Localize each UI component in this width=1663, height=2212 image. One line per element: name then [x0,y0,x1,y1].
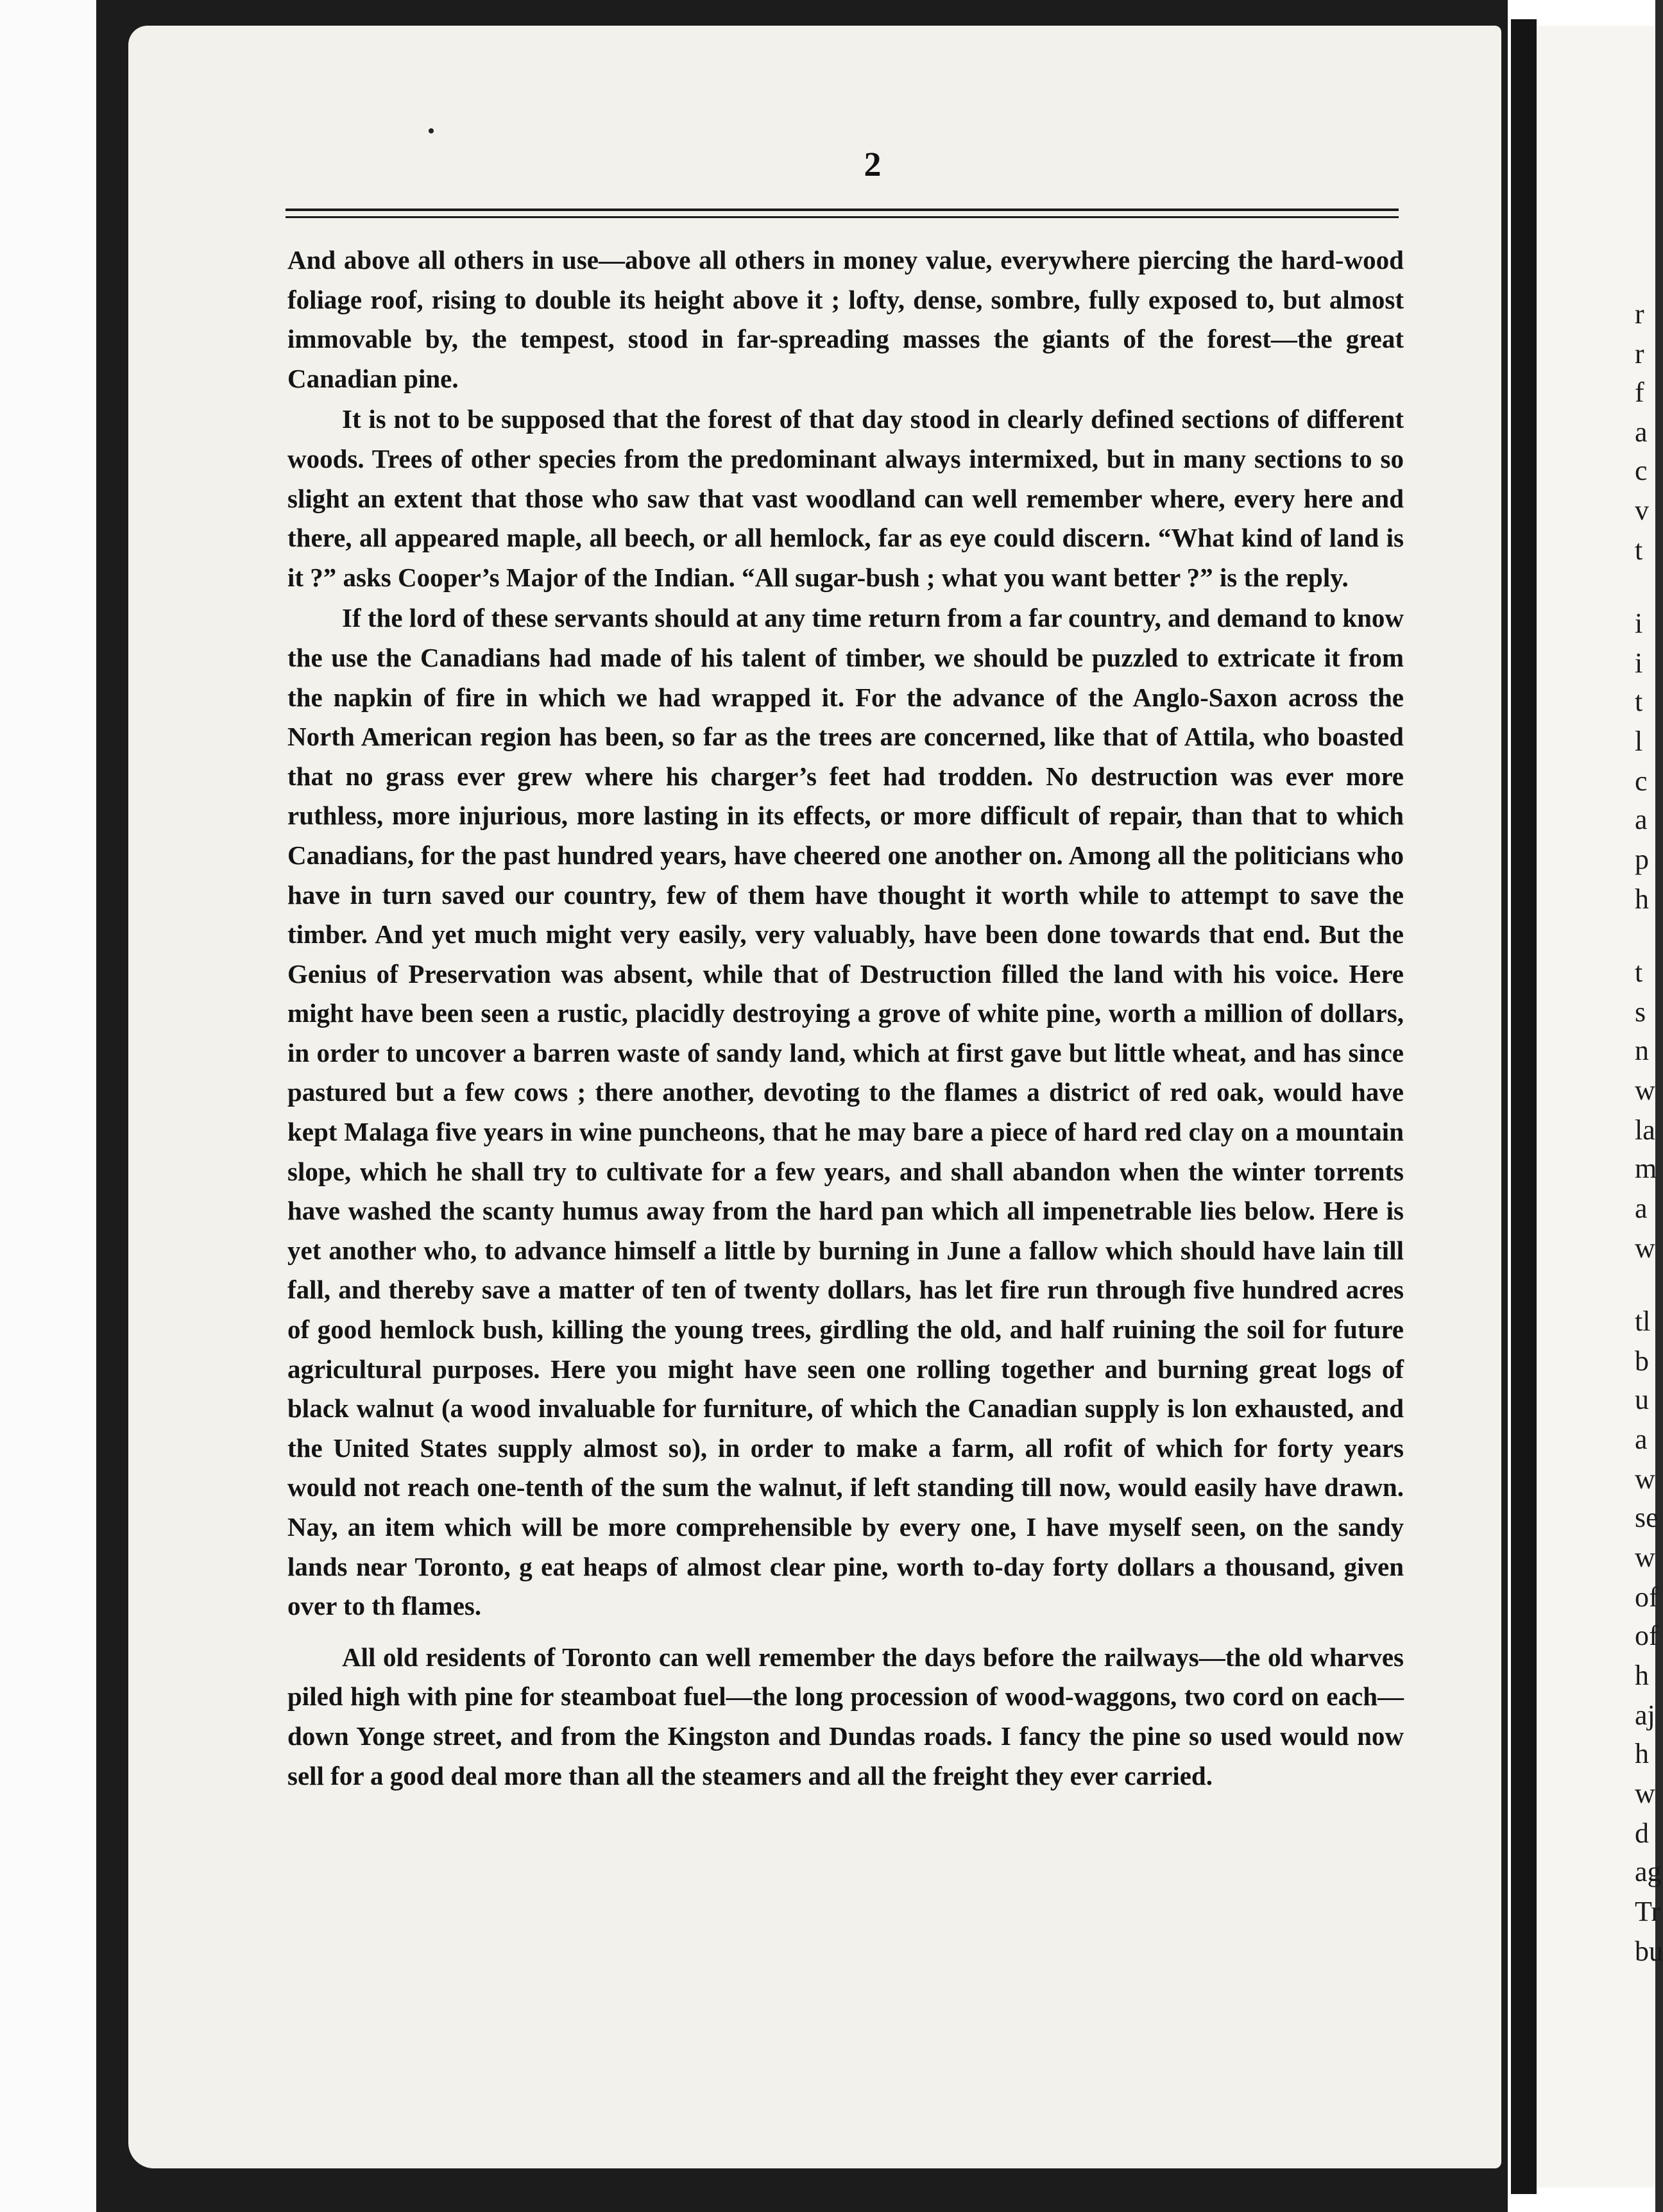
facing-page-fragment: h [1635,883,1649,915]
facing-page-fragment: bu [1635,1936,1663,1967]
paragraph-1: And above all others in use—above all others in money value, everywhere piercing the hard-wood foliage roof, rising to double its height above it ; lofty, dense, sombre, fully exposed to, but almost immovable by, the tempest, stood in far-spreading masses the giants of the forest—the great Canadian pine. [287,245,1404,393]
facing-page-fragment: Tr [1635,1896,1660,1927]
facing-page-fragment: f [1635,377,1644,408]
facing-page-fragment: ag [1635,1856,1662,1887]
facing-page-fragment: w [1635,1542,1655,1573]
book-gutter [1511,19,1537,2194]
facing-page-fragment: v [1635,495,1649,526]
facing-page-fragment: i [1635,647,1643,679]
facing-page-fragment: r [1635,338,1644,370]
facing-page-fragment: r [1635,298,1644,330]
facing-page-fragment: w [1635,1778,1655,1809]
facing-page-fragment: w [1635,1075,1655,1106]
facing-page-fragment: c [1635,765,1648,797]
facing-page-fragment: c [1635,455,1648,486]
page-number: 2 [864,145,882,183]
facing-page-fragment: b [1635,1345,1649,1377]
facing-page-fragment: m [1635,1153,1657,1184]
header-rule-thick [286,208,1399,211]
paragraph-2: It is not to be supposed that the forest of that day stood in clearly defined sections of different woods. Trees of other species from the predominant always intermixed, but in many sections to so slight an extent that those who saw that vast woodland can well remember where, every here and there, all appeared maple, all beech, or all hemlock, far as eye could discern. “What kind of land is it ?” asks Cooper’s Major of the Indian. “All sugar-bush ; what you want better ?” is the reply. [287,404,1404,592]
facing-page-fragment: tl [1635,1306,1651,1337]
facing-page-fragment: d [1635,1817,1649,1849]
facing-page-fragment: h [1635,1738,1649,1769]
facing-page-fragment: i [1635,608,1643,639]
facing-page-fragment: aj [1635,1699,1655,1731]
facing-page-fragment: l [1635,726,1643,757]
facing-page-fragment: of [1635,1581,1659,1613]
facing-page-fragment: t [1635,534,1643,566]
header-rule-thin [286,216,1399,218]
body-text [287,241,1404,1796]
facing-page-fragment: a [1635,1424,1648,1455]
facing-page-fragment: t [1635,686,1643,717]
facing-page-fragment: a [1635,1193,1648,1224]
facing-page-fragment: a [1635,804,1648,835]
facing-page-fragment: p [1635,844,1649,875]
facing-page-fragment: s [1635,996,1646,1028]
facing-page-fragment: u [1635,1384,1649,1415]
facing-page-fragment: w [1635,1232,1655,1264]
facing-page-fragment: se [1635,1502,1659,1533]
facing-page-fragment: w [1635,1463,1655,1495]
paragraph-3: If the lord of these servants should at any time return from a far country, and demand to know the use the Canadians had made of his talent of timber, we should be puzzled to extricate it from the napkin of fire in which we had wrapped it. For the advance of the Anglo-Saxon across the North American region has been, so far as the trees are concerned, like that of Attila, who boasted that no grass ever grew where his charger’s feet had trodden. No destruction was ever more ruthless, more injurious, more lasting in its effects, or more difficult of repair, than that to which Canadians, for the past hundred years, have cheered one another on. Among all the politicians who have in turn saved our country, few of them have thought it worth while to attempt to save the timber. And yet much might very easily, very valuably, have been done towards that end. But the Genius of Preservation was absent, while that of Destruction filled the land with his voice. Here might have been seen a rustic, placidly destroying a grove of white pine, worth a million of dollars, in order to uncover a barren waste of sandy land, which at first gave but little wheat, and has since pastured but a few cows ; there another, devoting to the flames a district of red oak, would have kept Malaga five years in wine puncheons, that he may bare a piece of hard red clay on a mountain slope, which he shall try to cultivate for a few years, and shall abandon when the winter torrents have washed the scanty humus away from the hard pan which all impenetrable lies below. Here is yet another who, to advance himself a little by burning in June a fallow which should have lain till fall, and thereby save a matter of ten of twenty dollars, has let fire run through five hundred acres of good hemlock bush, killing the young trees, girdling the old, and half ruining the soil for future agricultural purposes. Here you might have seen one rolling together and burning great logs of black walnut (a wood invaluable for furniture, of which the Canadian supply is lon exhausted, and the United States supply almost so), in order to make a farm, all rofit of which for forty years would not reach one-tenth of the sum the walnut, if left standing till now, would easily have drawn. Nay, an item which will be more comprehensible by every one, I have myself seen, on the sandy lands near Toronto, g eat heaps of almost clear pine, worth to-day forty dollars a thousand, given over to th flames. [287,603,1404,1621]
ink-speck [429,128,434,133]
facing-page-fragment: a [1635,416,1648,448]
facing-page-fragment: la [1635,1114,1655,1146]
facing-page-fragment: of [1635,1620,1659,1651]
facing-page-fragment: n [1635,1035,1649,1066]
facing-page-fragment: h [1635,1660,1649,1691]
paragraph-4: All old residents of Toronto can well remember the days before the railways—the old wharves piled high with pine for steamboat fuel—the long procession of wood-waggons, two cord on each—down Yonge street, and from the Kingston and Dundas roads. I fancy the pine so used would now sell for a good deal more than all the steamers and all the freight they ever carried. [287,1642,1404,1791]
facing-page-fragment: t [1635,957,1643,988]
